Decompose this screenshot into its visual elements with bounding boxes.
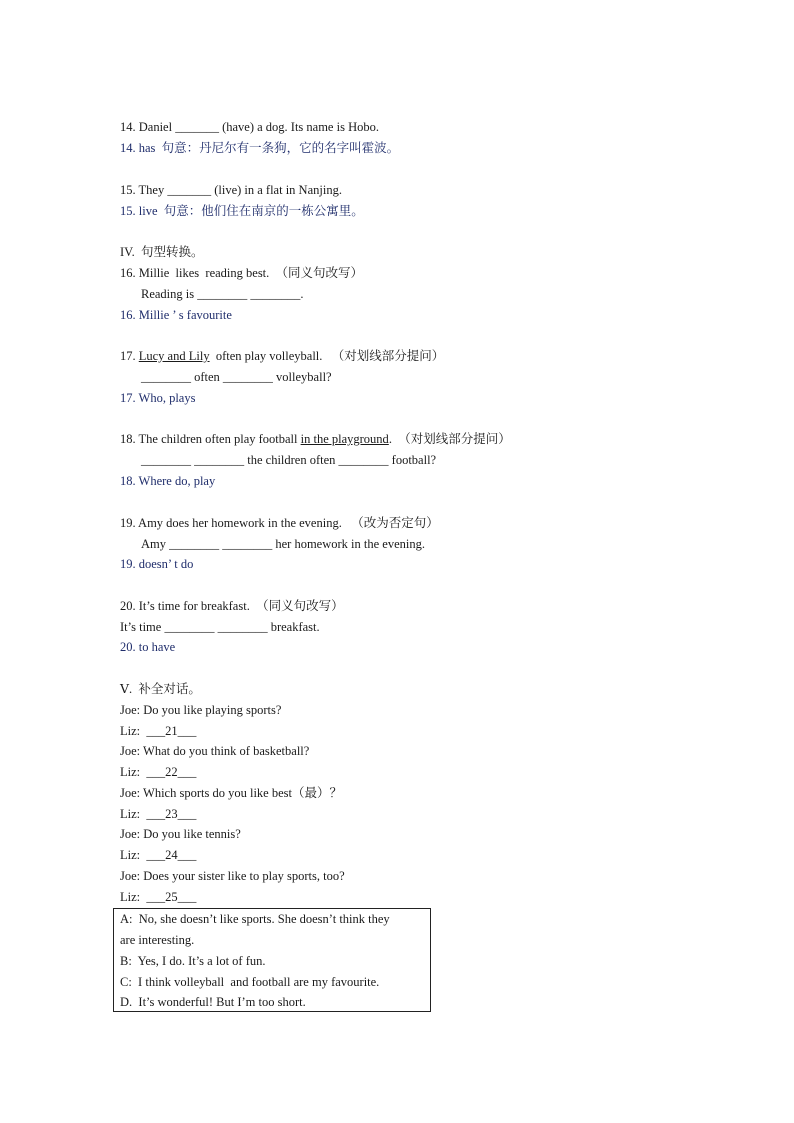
question-19: 19. Amy does her homework in the evening. （改为否定句） bbox=[120, 516, 439, 530]
question-18-fill: ________ ________ the children often ________ football? bbox=[141, 453, 437, 467]
answer-18: 18. Where do, play bbox=[120, 474, 216, 488]
dialogue-line: Joe: What do you think of basketball? bbox=[120, 744, 310, 758]
question-19-fill: Amy ________ ________ her homework in the evening. bbox=[141, 537, 425, 551]
dialogue-line: Liz: ___23___ bbox=[120, 807, 197, 821]
answer-17: 17. Who, plays bbox=[120, 391, 196, 405]
question-14: 14. Daniel _______ (have) a dog. Its name is Hobo. bbox=[120, 120, 379, 134]
question-20: 20. It’s time for breakfast. （同义句改写） bbox=[120, 599, 344, 613]
question-18 bbox=[120, 430, 511, 448]
question-20-fill: It’s time ________ ________ breakfast. bbox=[120, 620, 320, 634]
option-c: C: I think volleyball and football are my favourite. bbox=[120, 975, 380, 989]
dialogue-line: Joe: Do you like playing sports? bbox=[120, 703, 282, 717]
question-15: 15. They _______ (live) in a flat in Nanjing. bbox=[120, 183, 342, 197]
answer-20: 20. to have bbox=[120, 640, 176, 654]
option-b: B: Yes, I do. It’s a lot of fun. bbox=[120, 954, 266, 968]
question-16-fill: Reading is ________ ________. bbox=[141, 287, 304, 301]
question-18-rest: . （对划线部分提问） bbox=[388, 432, 511, 446]
question-17-prefix: 17. bbox=[120, 349, 139, 363]
option-a-line-1: A: No, she doesn’t like sports. She doesn’t think they bbox=[120, 912, 390, 926]
question-18-prefix: 18. The children often play football bbox=[120, 432, 301, 446]
dialogue-line: Liz: ___24___ bbox=[120, 848, 197, 862]
dialogue-line: Joe: Which sports do you like best（最）？ bbox=[120, 786, 342, 800]
dialogue-line: Liz: ___25___ bbox=[120, 890, 197, 904]
dialogue-line: Joe: Do you like tennis? bbox=[120, 827, 241, 841]
question-17-fill: ________ often ________ volleyball? bbox=[141, 370, 332, 384]
answer-14: 14. has 句意：丹尼尔有一条狗，它的名字叫霍波。 bbox=[120, 141, 400, 155]
section-4-heading: IV. 句型转换。 bbox=[120, 245, 204, 259]
question-16: 16. Millie likes reading best. （同义句改写） bbox=[120, 266, 364, 280]
answer-15: 15. live 句意：他们住在南京的一栋公寓里。 bbox=[120, 204, 364, 218]
question-18-underlined: in the playground bbox=[300, 432, 389, 446]
question-17 bbox=[120, 347, 444, 365]
dialogue-line: Liz: ___21___ bbox=[120, 724, 197, 738]
answer-16: 16. Millie ’ s favourite bbox=[120, 308, 232, 322]
dialogue-line: Joe: Does your sister like to play sports, too? bbox=[120, 869, 345, 883]
dialogue-line: Liz: ___22___ bbox=[120, 765, 197, 779]
option-d: D. It’s wonderful! But I’m too short. bbox=[120, 995, 306, 1009]
question-17-rest: often play volleyball. （对划线部分提问） bbox=[209, 349, 445, 363]
option-a-line-2: are interesting. bbox=[120, 933, 195, 947]
options-box bbox=[113, 908, 431, 1012]
answer-19: 19. doesn’ t do bbox=[120, 557, 194, 571]
question-17-underlined: Lucy and Lily bbox=[138, 349, 210, 363]
section-5-heading: Ⅴ. 补全对话。 bbox=[120, 682, 201, 696]
